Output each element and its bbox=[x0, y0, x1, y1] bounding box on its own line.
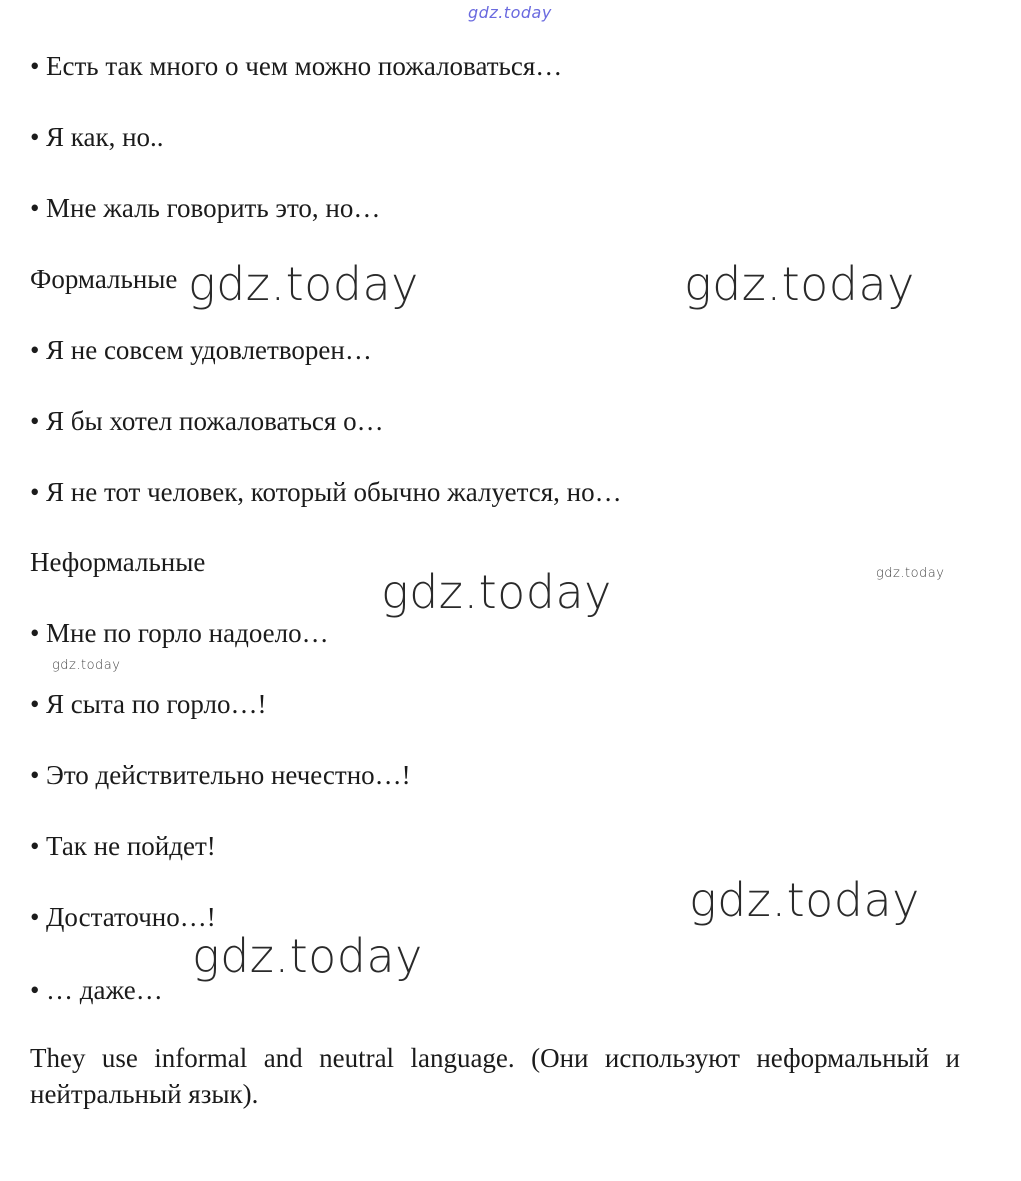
section-heading-informal: Неформальные bbox=[30, 547, 206, 577]
watermark: gdz.today bbox=[381, 565, 612, 619]
list-item-text: Я как, но.. bbox=[46, 122, 164, 152]
watermark: gdz.today bbox=[876, 566, 945, 581]
watermark: gdz.today bbox=[468, 3, 552, 22]
list-item bbox=[30, 50, 562, 82]
watermark: gdz.today bbox=[192, 929, 423, 983]
list-item bbox=[30, 617, 329, 649]
bullet: • bbox=[30, 618, 40, 648]
list-item-text: Я не тот человек, который обычно жалуется, но… bbox=[46, 477, 622, 507]
bullet: • bbox=[30, 831, 40, 861]
closing-paragraph: They use informal and neutral language. (Они используют неформальный и нейтральный язык). bbox=[30, 1043, 960, 1109]
watermark: gdz.today bbox=[684, 257, 915, 311]
list-item bbox=[30, 476, 622, 508]
list-item bbox=[30, 121, 164, 153]
list-item bbox=[30, 334, 372, 366]
list-item bbox=[30, 759, 411, 791]
bullet: • bbox=[30, 406, 40, 436]
list-item-text: Так не пойдет! bbox=[46, 831, 216, 861]
bullet: • bbox=[30, 335, 40, 365]
bullet: • bbox=[30, 193, 40, 223]
bullet: • bbox=[30, 902, 40, 932]
list-item bbox=[30, 688, 266, 720]
list-item-text: Мне по горло надоело… bbox=[46, 618, 329, 648]
list-item-text: Это действительно нечестно…! bbox=[46, 760, 411, 790]
list-item-text: … даже… bbox=[46, 975, 163, 1005]
list-item bbox=[30, 974, 163, 1006]
bullet: • bbox=[30, 51, 40, 81]
bullet: • bbox=[30, 760, 40, 790]
watermark: gdz.today bbox=[188, 257, 419, 311]
list-item-text: Я сыта по горло…! bbox=[46, 689, 267, 719]
bullet: • bbox=[30, 689, 40, 719]
list-item-text: Я бы хотел пожаловаться о… bbox=[46, 406, 384, 436]
list-item-text: Достаточно…! bbox=[46, 902, 216, 932]
list-item bbox=[30, 192, 380, 224]
list-item bbox=[30, 830, 216, 862]
watermark: gdz.today bbox=[52, 658, 121, 673]
list-item bbox=[30, 901, 216, 933]
bullet: • bbox=[30, 122, 40, 152]
list-item bbox=[30, 405, 384, 437]
bullet: • bbox=[30, 477, 40, 507]
watermark: gdz.today bbox=[689, 873, 920, 927]
list-item-text: Я не совсем удовлетворен… bbox=[46, 335, 372, 365]
list-item-text: Есть так много о чем можно пожаловаться… bbox=[46, 51, 563, 81]
bullet: • bbox=[30, 975, 40, 1005]
section-heading-formal: Формальные bbox=[30, 264, 178, 294]
list-item-text: Мне жаль говорить это, но… bbox=[46, 193, 381, 223]
